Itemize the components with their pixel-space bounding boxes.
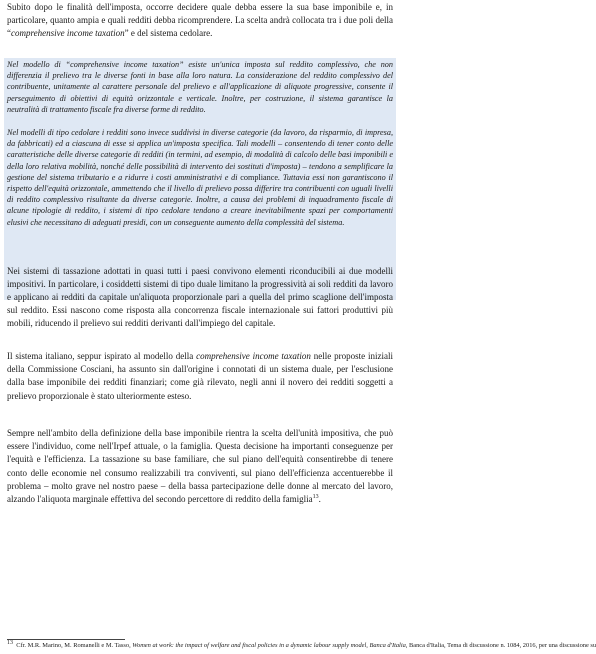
boxed-paragraph-cedolare [7, 127, 393, 228]
footnote-marker: 13 [312, 494, 319, 501]
footnote-text: Cfr. M.R. Marino, M. Romanelli e M. Tasso, [16, 642, 133, 649]
paragraph-base-imponibile [7, 1, 393, 41]
footnote-italic-title: Women at work: the impact of welfare and fiscal policies in a dynamic labour supply model, Banca d'Italia [132, 642, 406, 649]
footnote-number: 13 [7, 639, 13, 646]
paragraph-text: Nei sistemi di tassazione adottati in quasi tutti i paesi convivono elementi riconducibili ai due modelli impositivi. In particolare, i cosiddetti sistemi di tipo duale limitano la progressività ai soli redditi da lavoro e applicano ai redditi da capitale un'aliquota proporzionale pari a quella del primo scaglione dell'imposta sul reddito. Essi nascono come risposta alla concorrenza fiscale internazionale sui fattori produttivi più mobili, riducendo il prelievo sui redditi derivanti dall'impiego del capitale. [7, 266, 393, 329]
boxed-text-compliance: compliance [240, 172, 279, 182]
boxed-paragraph-comprehensive [7, 59, 393, 115]
paragraph-text: Subito dopo le finalità dell'imposta, occorre decidere quale debba essere la sua base imponibile e, in particolare, quanto ampia e quali redditi debba ricomprendere. La scelta andrà collocata tra i due poli della “ [7, 2, 393, 39]
footnote [7, 639, 596, 649]
italic-term: comprehensive income taxation [11, 28, 125, 39]
footnote-text-end: , Banca d'Italia, Tema di discussione n. 1084, 2016, per una discussione su [405, 642, 596, 649]
paragraph-text: Sempre nell'ambito della definizione della base imponibile rientra la scelta dell'unità impositiva, che può essere l'individuo, come nell'Irpef attuale, o la famiglia. Questa decisione ha importanti conseguenze per l'equità e l'efficienza. La tassazione su base familiare, che sul piano dell'equità consentirebbe di tenere conto delle economie nel consumo realizzabili tra conviventi, sul piano dell'efficienza accentuerebbe il problema – molto grave nel nostro paese – della bassa partecipazione delle donne al mercato del lavoro, alzando l'aliquota marginale effettiva del secondo percettore di reddito della famiglia [7, 428, 393, 505]
paragraph-text-end: ” e del sistema cedolare. [124, 28, 213, 39]
footnote-rule [7, 639, 125, 640]
boxed-text: Nel modello di “comprehensive income taxation” esiste un'unica imposta sul reddito complessivo, che non differenzia il prelievo tra le diverse fonti in base alla loro natura. La considerazione del reddito complessivo del contribuente, unitamente al carattere personale del prelievo e all'applicazione di aliquote progressive, consente il perseguimento di obiettivi di equità orizzontale e verticale. Inoltre, per costruzione, il sistema garantisce la neutralità di trattamento fiscale fra diverse forme di reddito. [7, 60, 393, 114]
paragraph-sistema-italiano [7, 350, 393, 403]
paragraph-unita-impositiva [7, 427, 393, 506]
italic-term: comprehensive income taxation [196, 351, 311, 361]
paragraph-text-end: . [318, 494, 321, 505]
paragraph-text-end: nelle proposte iniziali della Commissione Cosciani, ha assunto sin dall'origine i connotati di un sistema duale, per l'esclusione dalla base imponibile dei redditi finanziari; come già rilevato, negli anni il novero dei redditi soggetti a prelievo proporzionale è stato ulteriormente esteso. [7, 351, 393, 401]
paragraph-text: Il sistema italiano, seppur ispirato al modello della [7, 351, 197, 361]
paragraph-sistemi-duali [7, 265, 393, 330]
boxed-text: Nel modelli di tipo cedolare i redditi sono invece suddivisi in diverse categorie (da lavoro, da risparmio, di impresa, da fabbricati) ed a ciascuna di esse si applica un'imposta specifica. Tali modelli – consentendo di tener conto delle caratteristiche delle diverse categorie di redditi (in termini, ad esempio, di modalità di calcolo delle basi imponibili e della loro relativa mobilità, nonché delle possibilità di intervento dei sostituti d'imposta) – tendono a semplificare la gestione del sistema tributario e a ridurre i costi amministrativi e di [7, 128, 393, 182]
boxed-text-end: . Tuttavia essi non garantiscono il rispetto dell'equità orizzontale, ammettendo che il livello di prelievo possa differire tra contribuenti con uguali livelli di reddito complessivo risultante da diverse categorie. Inoltre, a causa dei problemi di inquadramento fiscale di alcune tipologie di reddito, i sistemi di tipo cedolare tendono a creare inevitabilmente spazi per comportamenti elusivi che necessitano di adeguati presidi, con un conseguente aumento della complessità del sistema. [7, 172, 393, 227]
